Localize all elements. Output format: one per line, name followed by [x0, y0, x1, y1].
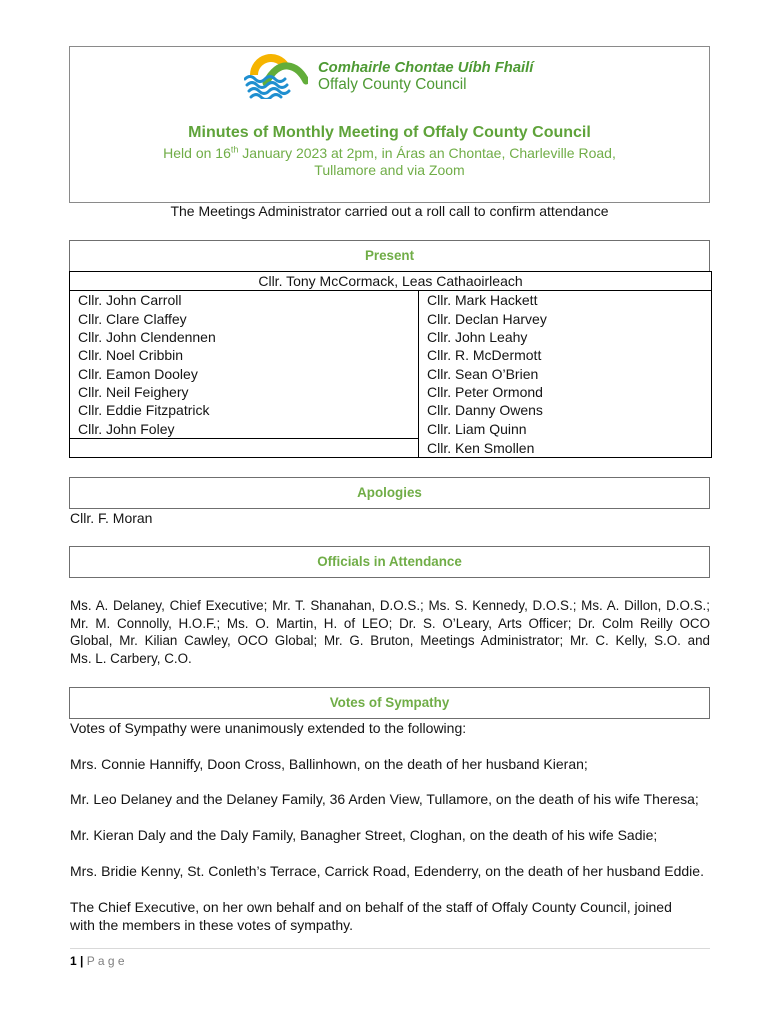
officials-line: Mr. M. Connolly, H.O.F.; Ms. O. Martin, H. of LEO; Dr. S. O’Leary, Arts Officer; Dr. Colm Reilly OCO	[70, 616, 710, 631]
table-row	[70, 364, 712, 382]
present-member-cell: Cllr. Noel Cribbin	[70, 346, 419, 364]
footer-separator: |	[80, 954, 84, 968]
sympathy-item: Mrs. Bridie Kenny, St. Conleth’s Terrace, Carrick Road, Edenderry, on the death of her husband Eddie.	[70, 863, 704, 879]
present-member-cell: Cllr. John Carroll	[70, 291, 419, 310]
page-number: 1	[70, 954, 77, 968]
present-member-cell: Cllr. Danny Owens	[427, 402, 543, 419]
table-row	[70, 401, 712, 419]
date-ordinal-superscript: th	[230, 144, 239, 155]
roll-call-statement: The Meetings Administrator carried out a roll call to confirm attendance	[170, 203, 609, 219]
present-table	[69, 271, 712, 458]
sympathy-item: Mr. Leo Delaney and the Delaney Family, 36 Arden View, Tullamore, on the death of his wife Theresa;	[70, 791, 699, 807]
meeting-details-line-1	[69, 144, 710, 162]
logo-wave	[249, 89, 289, 94]
officials-line: Ms. A. Delaney, Chief Executive; Mr. T. Shanahan, D.O.S.; Ms. S. Kennedy, D.O.S.; Ms. A. Dillon, D.O.S.;	[70, 598, 710, 613]
present-chair-cell: Cllr. Tony McCormack, Leas Cathaoirleach	[70, 272, 712, 291]
present-member-cell: Cllr. Clare Claffey	[70, 310, 419, 328]
present-member-cell: Cllr. Neil Feighery	[70, 383, 419, 401]
present-member-cell: Cllr. Declan Harvey	[427, 310, 547, 327]
table-row	[70, 438, 712, 457]
present-member-cell: Cllr. Peter Ormond	[427, 383, 543, 400]
held-on-prefix: Held on 16	[163, 145, 231, 161]
page-footer	[70, 953, 125, 969]
offaly-county-council-logo-icon	[244, 51, 308, 99]
present-member-cell: Cllr. R. McDermott	[427, 347, 542, 364]
present-member-cell: Cllr. Sean O’Brien	[427, 365, 539, 382]
officials-heading-box	[69, 546, 710, 578]
sympathy-closing-paragraph: The Chief Executive, on her own behalf and on behalf of the staff of Offaly County Council, joined with the members in these votes of sympathy.	[70, 899, 672, 933]
present-member-cell: Cllr. Liam Quinn	[427, 420, 527, 437]
logo-irish-name: Comhairle Chontae Uíbh Fhailí	[318, 60, 534, 76]
logo-wave	[245, 77, 285, 82]
table-row	[70, 272, 712, 291]
present-member-cell: Cllr. Eddie Fitzpatrick	[70, 401, 419, 419]
page-label: P a g e	[86, 954, 125, 968]
sympathy-intro: Votes of Sympathy were unanimously extended to the following:	[70, 720, 467, 736]
present-member-cell: Cllr. John Clendennen	[70, 328, 419, 346]
present-member-cell: Cllr. John Foley	[70, 419, 419, 438]
present-empty-cell	[70, 438, 419, 457]
logo-hill	[266, 66, 306, 83]
table-row	[70, 346, 712, 364]
apology-name: Cllr. F. Moran	[70, 510, 153, 526]
present-member-cell: Cllr. Eamon Dooley	[70, 364, 419, 382]
sympathy-heading-box	[69, 687, 710, 719]
logo-wave	[247, 83, 287, 88]
sympathy-item: Mr. Kieran Daly and the Daly Family, Banagher Street, Cloghan, on the death of his wife Sadie;	[70, 827, 658, 843]
table-row	[70, 419, 712, 438]
sympathy-item: Mrs. Connie Hanniffy, Doon Cross, Ballinhown, on the death of her husband Kieran;	[70, 756, 588, 772]
table-row	[70, 383, 712, 401]
sympathy-heading: Votes of Sympathy	[329, 695, 450, 710]
present-heading: Present	[364, 248, 415, 263]
held-on-rest: January 2023 at 2pm, in Áras an Chontae, Charleville Road,	[238, 145, 616, 161]
meeting-details-line-2: Tullamore and via Zoom	[314, 162, 465, 178]
table-row	[70, 291, 712, 310]
document-title: Minutes of Monthly Meeting of Offaly County Council	[188, 124, 591, 141]
apologies-heading-box	[69, 477, 710, 509]
present-heading-box	[69, 240, 710, 272]
apologies-heading: Apologies	[357, 485, 422, 500]
present-member-cell: Cllr. Mark Hackett	[427, 292, 538, 309]
table-row	[70, 328, 712, 346]
footer-divider	[70, 948, 710, 949]
table-row	[70, 310, 712, 328]
officials-heading: Officials in Attendance	[317, 554, 462, 569]
logo-english-name: Offaly County Council	[318, 76, 467, 93]
officials-line: Global, Mr. Kilian Cawley, OCO Global; Mr. G. Bruton, Meetings Administrator; Mr. C. Kelly, S.O. and	[70, 633, 710, 648]
present-member-cell: Cllr. Ken Smollen	[427, 439, 535, 456]
present-member-cell: Cllr. John Leahy	[427, 329, 528, 346]
logo-wave	[251, 95, 281, 100]
officials-line: Ms. L. Carbery, C.O.	[70, 651, 192, 666]
